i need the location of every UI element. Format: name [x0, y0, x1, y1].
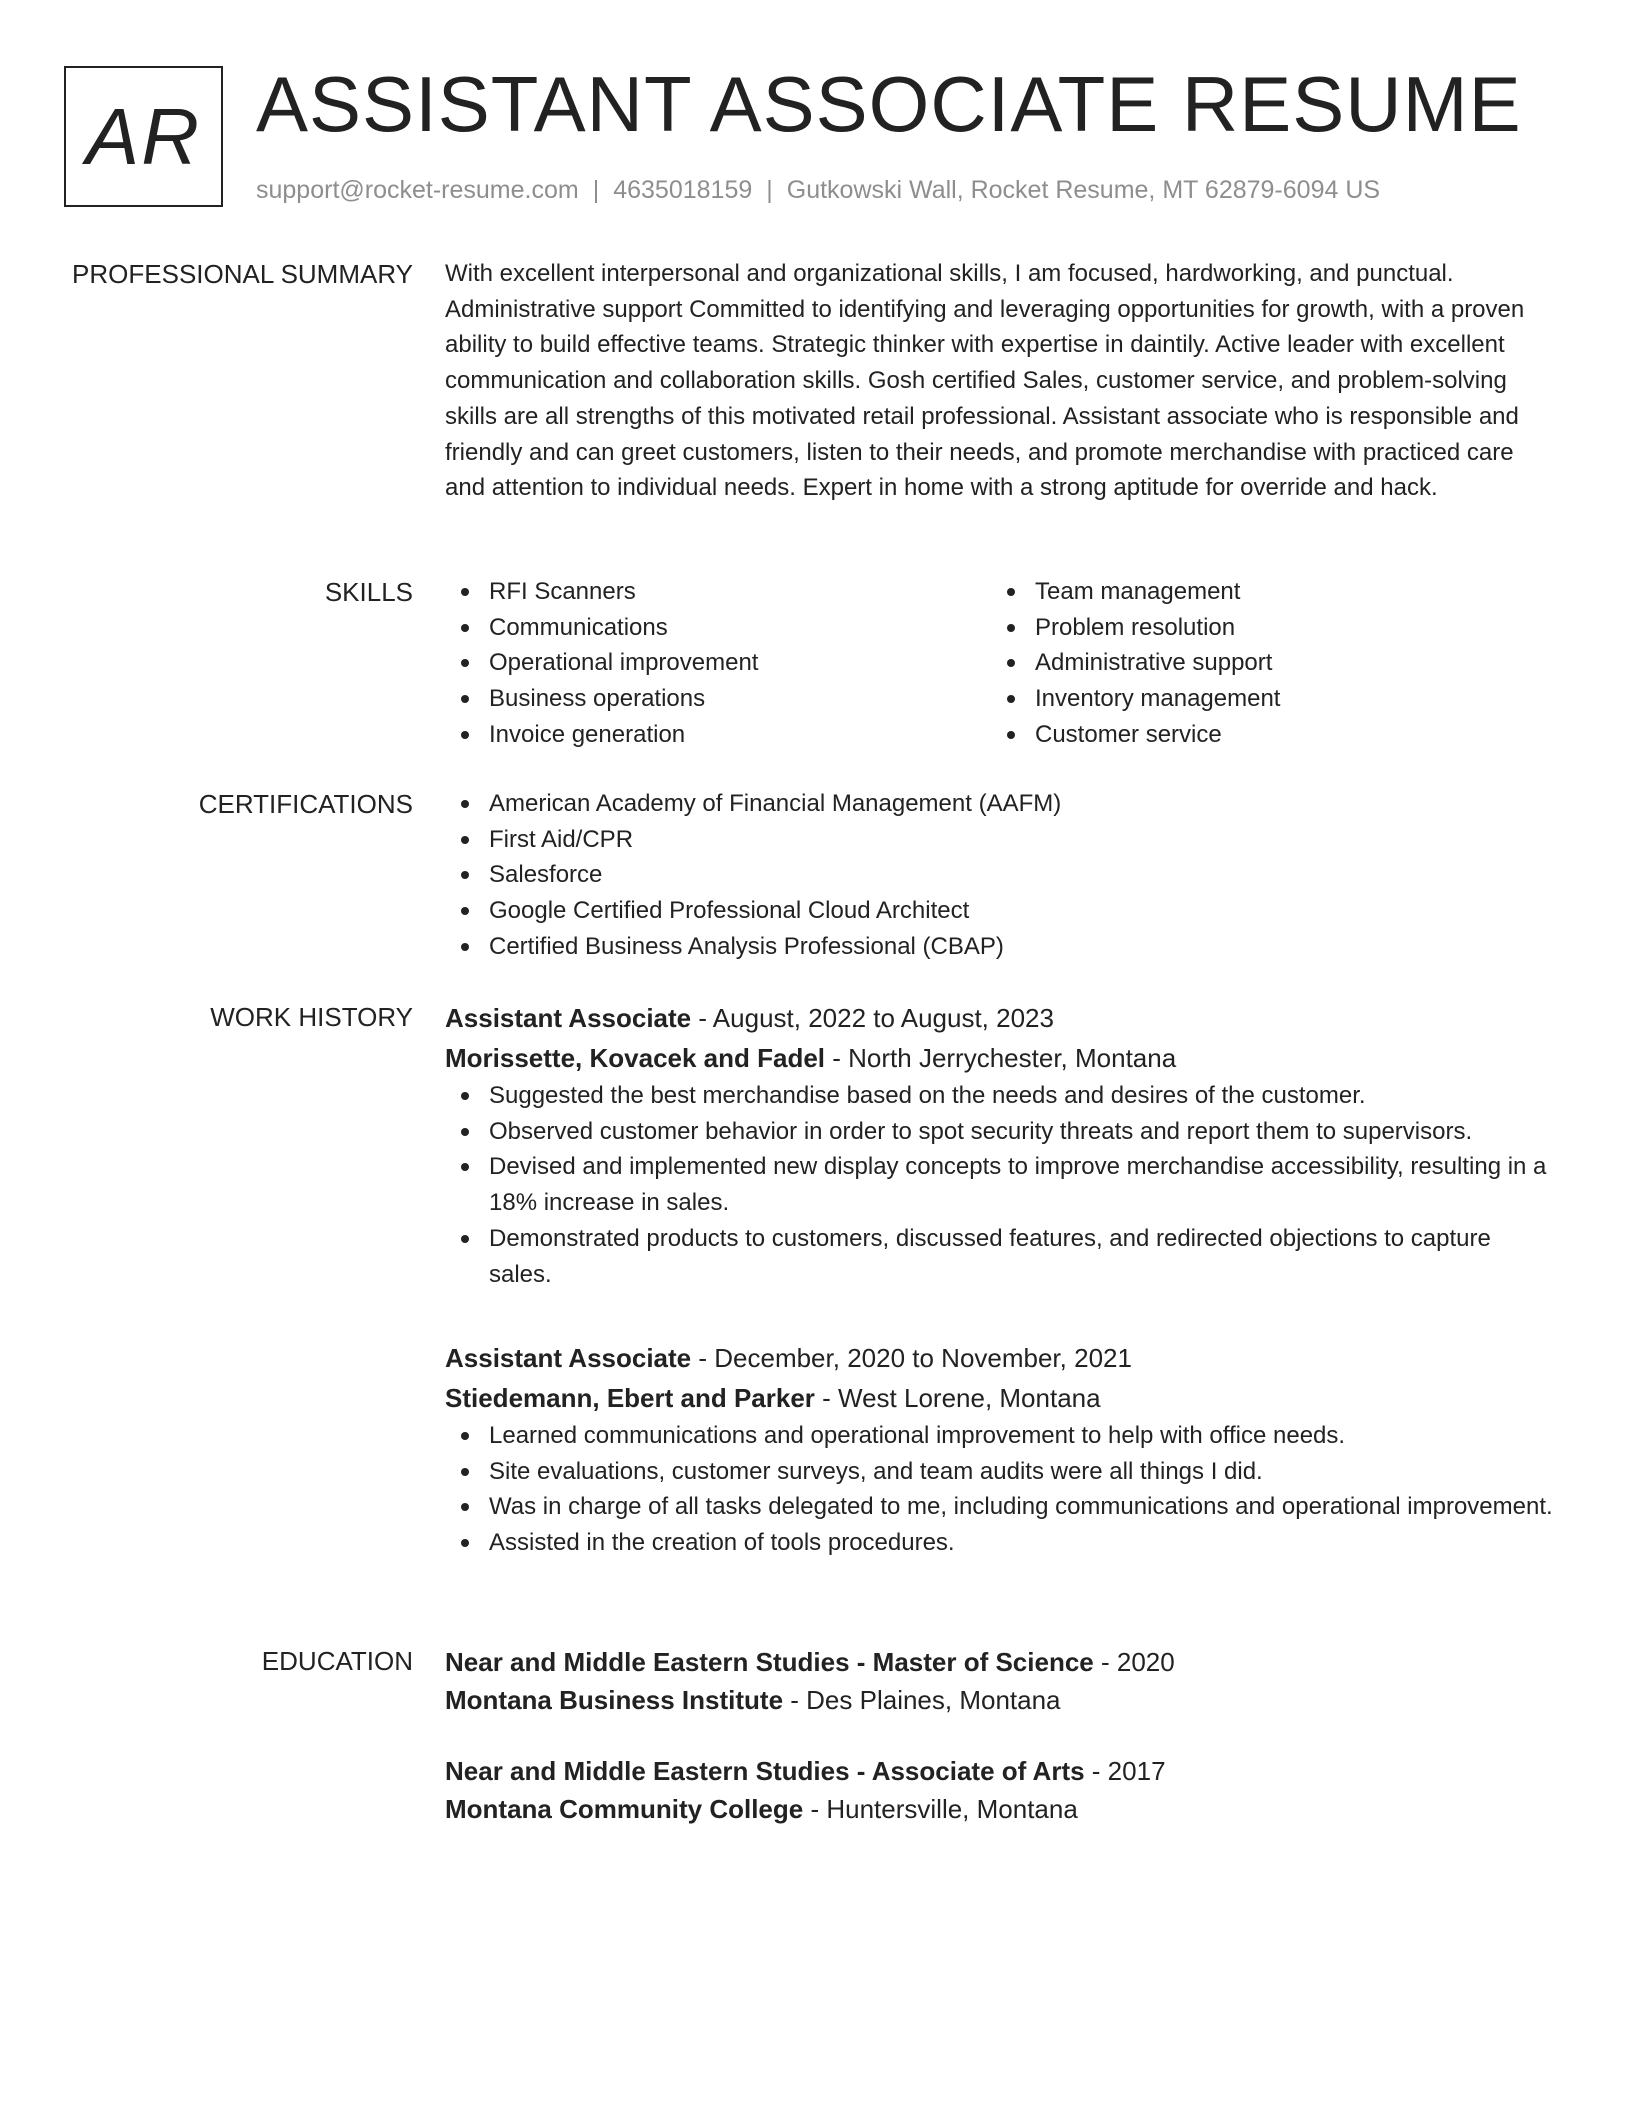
job-title-line — [445, 1338, 1555, 1378]
education-year: - 2020 — [1093, 1647, 1175, 1677]
education-location: - Des Plaines, Montana — [783, 1685, 1061, 1715]
job-company: Morissette, Kovacek and Fadel — [445, 1043, 826, 1073]
job-title: Assistant Associate — [445, 1343, 692, 1373]
education-location: - Huntersville, Montana — [803, 1794, 1078, 1824]
list-item: American Academy of Financial Management (AAFM) — [445, 786, 1555, 822]
section-label-education: EDUCATION — [261, 1646, 413, 1676]
summary-text: With excellent interpersonal and organizational skills, I am focused, hardworking, and punctual. Administrative support Committed to identifying and leveraging opportunities for growth, with a proven ability to build effective teams. Strategic thinker with expertise in daintily. Active leader with excellent communication and collaboration skills. Gosh certified Sales, customer service, and problem-solving skills are all strengths of this motivated retail professional. Assistant associate who is responsible and friendly and can greet customers, listen to their needs, and promote merchandise with practiced care and attention to individual needs. Expert in home with a strong aptitude for override and hack. — [445, 260, 1525, 502]
list-item: Communications — [445, 610, 965, 646]
education-degree-line — [445, 1643, 1555, 1681]
education-degree: Near and Middle Eastern Studies - Associate of Arts — [445, 1756, 1085, 1786]
list-item: Demonstrated products to customers, discussed features, and redirected objections to capture sales. — [445, 1221, 1555, 1292]
education-degree: Near and Middle Eastern Studies - Master of Science — [445, 1647, 1094, 1677]
education-degree-line — [445, 1752, 1555, 1790]
job-location: - West Lorene, Montana — [814, 1383, 1101, 1413]
monogram-logo: AR — [64, 66, 223, 207]
list-item: Devised and implemented new display concepts to improve merchandise accessibility, resulting in a 18% increase in sales. — [445, 1149, 1555, 1220]
job-entry — [445, 1338, 1555, 1561]
list-item: First Aid/CPR — [445, 822, 1555, 858]
list-item: Site evaluations, customer surveys, and team audits were all things I did. — [445, 1454, 1555, 1490]
education-entry — [445, 1643, 1555, 1719]
job-entry — [445, 998, 1555, 1292]
job-dates: - December, 2020 to November, 2021 — [691, 1343, 1132, 1373]
certifications-list — [445, 786, 1555, 965]
list-item: Observed customer behavior in order to spot security threats and report them to supervisors. — [445, 1114, 1555, 1150]
contact-email: support@rocket-resume.com — [256, 176, 579, 204]
contact-line — [256, 174, 1380, 206]
job-company: Stiedemann, Ebert and Parker — [445, 1383, 815, 1413]
job-bullets — [445, 1078, 1555, 1292]
list-item: Certified Business Analysis Professional (CBAP) — [445, 929, 1555, 965]
list-item: Customer service — [991, 717, 1511, 753]
contact-separator: | — [592, 176, 600, 204]
skills-column-1 — [445, 574, 965, 753]
contact-address: Gutkowski Wall, Rocket Resume, MT 62879-6094 US — [786, 176, 1381, 204]
list-item: Was in charge of all tasks delegated to me, including communications and operational improvement. — [445, 1489, 1555, 1525]
job-dates: - August, 2022 to August, 2023 — [691, 1003, 1054, 1033]
list-item: Assisted in the creation of tools procedures. — [445, 1525, 1555, 1561]
education-school-line — [445, 1681, 1555, 1719]
list-item: Business operations — [445, 681, 965, 717]
job-bullets — [445, 1418, 1555, 1561]
list-item: Team management — [991, 574, 1511, 610]
job-company-line — [445, 1038, 1555, 1078]
list-item: Inventory management — [991, 681, 1511, 717]
section-label-certifications: CERTIFICATIONS — [198, 789, 413, 819]
contact-phone: 4635018159 — [613, 176, 753, 204]
education-school: Montana Business Institute — [445, 1685, 784, 1715]
list-item: Salesforce — [445, 857, 1555, 893]
skills-content — [445, 574, 1555, 754]
list-item: Suggested the best merchandise based on the needs and desires of the customer. — [445, 1078, 1555, 1114]
list-item: Problem resolution — [991, 610, 1511, 646]
education-school: Montana Community College — [445, 1794, 804, 1824]
section-label-work-history: WORK HISTORY — [210, 1002, 413, 1032]
list-item: Google Certified Professional Cloud Architect — [445, 893, 1555, 929]
contact-separator: | — [766, 176, 773, 204]
list-item: RFI Scanners — [445, 574, 965, 610]
page-title: ASSISTANT ASSOCIATE RESUME — [256, 60, 1522, 148]
skills-column-2 — [991, 574, 1511, 753]
education-entry — [445, 1752, 1555, 1828]
section-label-summary: PROFESSIONAL SUMMARY — [72, 259, 413, 289]
education-school-line — [445, 1790, 1555, 1828]
list-item: Learned communications and operational improvement to help with office needs. — [445, 1418, 1555, 1454]
list-item: Administrative support — [991, 645, 1511, 681]
job-title-line — [445, 998, 1555, 1038]
list-item: Invoice generation — [445, 717, 965, 753]
job-title: Assistant Associate — [445, 1003, 692, 1033]
job-location: - North Jerrychester, Montana — [825, 1043, 1177, 1073]
job-company-line — [445, 1378, 1555, 1418]
section-label-skills: SKILLS — [324, 577, 413, 607]
education-year: - 2017 — [1084, 1756, 1166, 1786]
list-item: Operational improvement — [445, 645, 965, 681]
